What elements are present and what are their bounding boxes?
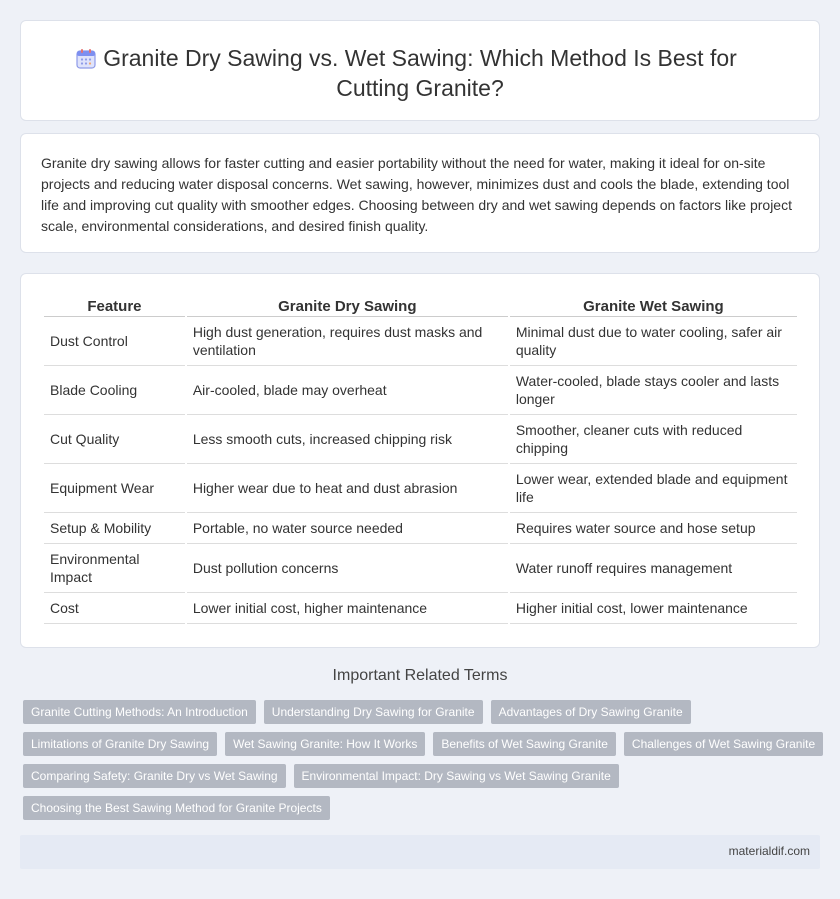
title-card [20,20,820,121]
table-header-row [44,295,797,317]
feature-cell: Setup & Mobility [44,513,185,544]
header-wet-sawing: Granite Wet Sawing [510,295,797,317]
footer-site-name: materialdif.com [728,844,810,858]
header-feature: Feature [44,295,185,317]
wet-cell: Minimal dust due to water cooling, safer air quality [510,317,797,366]
related-term-link[interactable]: Granite Cutting Methods: An Introduction [23,700,256,724]
dry-cell: High dust generation, requires dust masks and ventilation [187,317,508,366]
tag-row [23,732,823,756]
intro-card [20,133,820,253]
related-term-link[interactable]: Limitations of Granite Dry Sawing [23,732,217,756]
feature-cell: Cost [44,593,185,624]
related-term-link[interactable]: Benefits of Wet Sawing Granite [433,732,616,756]
related-terms-heading: Important Related Terms [332,667,508,684]
related-term-link[interactable]: Challenges of Wet Sawing Granite [624,732,823,756]
comparison-card [20,273,820,648]
wet-cell: Water-cooled, blade stays cooler and lasts longer [510,366,797,415]
related-term-link[interactable]: Advantages of Dry Sawing Granite [491,700,691,724]
dry-cell: Dust pollution concerns [187,544,508,593]
wet-cell: Requires water source and hose setup [510,513,797,544]
tag-row [23,796,823,820]
related-term-link[interactable]: Comparing Safety: Granite Dry vs Wet Sawing [23,764,286,788]
wet-cell: Smoother, cleaner cuts with reduced chipping [510,415,797,464]
page-title: Granite Dry Sawing vs. Wet Sawing: Which Method Is Best for Cutting Granite? [103,45,737,101]
wet-cell: Lower wear, extended blade and equipment life [510,464,797,513]
table-row [44,366,797,415]
feature-cell: Equipment Wear [44,464,185,513]
feature-cell: Environmental Impact [44,544,185,593]
table-row [44,464,797,513]
table-row [44,317,797,366]
header-dry-sawing: Granite Dry Sawing [187,295,508,317]
table-row [44,415,797,464]
table-row [44,593,797,624]
feature-cell: Blade Cooling [44,366,185,415]
related-term-link[interactable]: Understanding Dry Sawing for Granite [264,700,483,724]
table-row [44,544,797,593]
related-term-link[interactable]: Choosing the Best Sawing Method for Granite Projects [23,796,330,820]
wet-cell: Water runoff requires management [510,544,797,593]
footer [20,835,820,869]
dry-cell: Portable, no water source needed [187,513,508,544]
related-terms-list [23,700,823,828]
tag-row [23,764,823,788]
comparison-table [42,295,799,624]
related-term-link[interactable]: Wet Sawing Granite: How It Works [225,732,425,756]
tag-row [23,700,823,724]
dry-cell: Less smooth cuts, increased chipping risk [187,415,508,464]
dry-cell: Air-cooled, blade may overheat [187,366,508,415]
feature-cell: Cut Quality [44,415,185,464]
intro-paragraph: Granite dry sawing allows for faster cutting and easier portability without the need for water, making it ideal for on-site projects and reducing water disposal concerns. Wet sawing, however, minimizes dust and cools the blade, extending tool life and improving cut quality with smoother edges. Choosing between dry and wet sawing depends on factors like project scale, environmental considerations, and desired finish quality. [41,155,792,234]
related-term-link[interactable]: Environmental Impact: Dry Sawing vs Wet Sawing Granite [294,764,619,788]
dry-cell: Lower initial cost, higher maintenance [187,593,508,624]
feature-cell: Dust Control [44,317,185,366]
table-row [44,513,797,544]
dry-cell: Higher wear due to heat and dust abrasion [187,464,508,513]
wet-cell: Higher initial cost, lower maintenance [510,593,797,624]
